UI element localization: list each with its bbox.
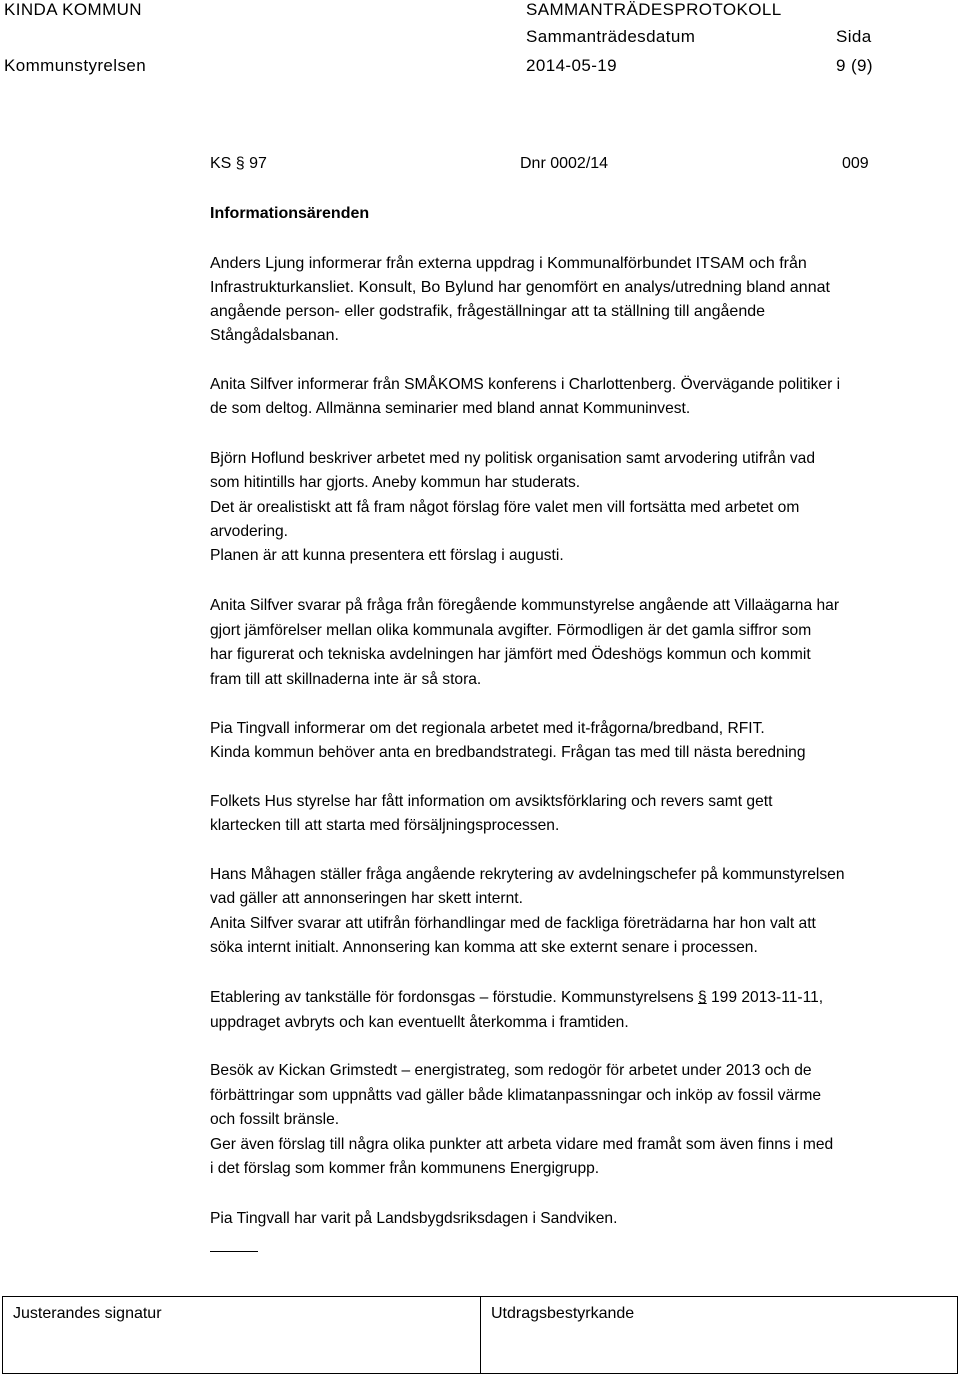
paragraph-line: Anita Silfver svarar på fråga från föregående kommunstyrelse angående att Villaägarna har xyxy=(210,597,840,614)
section-ref: § xyxy=(697,989,707,1006)
meeting-date: 2014-05-19 xyxy=(526,56,617,75)
paragraph-line: förbättringar som uppnåtts vad gäller både klimatanpassningar och inköp av fossil värme xyxy=(210,1087,822,1104)
paragraph-line: Pia Tingvall informerar om det regionala arbetet med it-frågorna/bredband, RFIT. xyxy=(210,720,765,737)
paragraph-line: Kinda kommun behöver anta en bredbandstrategi. Frågan tas med till nästa beredning xyxy=(210,744,806,761)
case-dnr: Dnr 0002/14 xyxy=(520,155,609,172)
case-code: 009 xyxy=(842,155,869,172)
paragraph-line: Ger även förslag till några olika punkter att arbeta vidare med framåt som även finns i med xyxy=(210,1136,834,1153)
paragraph-line: Planen är att kunna presentera ett förslag i augusti. xyxy=(210,547,564,564)
paragraph-line: som hitintills har gjorts. Aneby kommun har studerats. xyxy=(210,474,581,491)
paragraph-line: Anita Silfver svarar att utifrån förhandlingar med de fackliga företrädarna har hon valt att xyxy=(210,915,816,932)
paragraph-line: klartecken till att starta med försäljningsprocessen. xyxy=(210,817,560,834)
paragraph-line: Pia Tingvall har varit på Landsbygdsriksdagen i Sandviken. xyxy=(210,1210,618,1227)
page-label: Sida xyxy=(836,27,872,46)
paragraph-line: Anita Silfver informerar från SMÅKOMS konferens i Charlottenberg. Övervägande politiker i xyxy=(210,376,841,393)
paragraph-line: Infrastrukturkansliet. Konsult, Bo Bylund har genomfört en analys/utredning bland annat xyxy=(210,279,830,296)
line-text: Etablering av tankställe för fordonsgas – förstudie. Kommunstyrelsens xyxy=(210,989,698,1006)
paragraph-line xyxy=(210,988,823,1008)
line-text: 199 2013-11-11, xyxy=(706,989,824,1006)
org-name: KINDA KOMMUN xyxy=(4,0,142,19)
paragraph-line: Stångådalsbanan. xyxy=(210,327,339,344)
paragraph-line: har figurerat och tekniska avdelningen har jämfört med Ödeshögs kommun och kommit xyxy=(210,646,811,663)
page-number: 9 (9) xyxy=(836,56,873,75)
paragraph-line: arvodering. xyxy=(210,523,289,540)
paragraph-line: Björn Hoflund beskriver arbetet med ny politisk organisation samt arvodering utifrån vad xyxy=(210,450,815,467)
paragraph-line: gjort jämförelser mellan olika kommunala avgifter. Förmodligen är det gamla siffror som xyxy=(210,622,812,639)
paragraph-line: de som deltog. Allmänna seminarier med bland annat Kommuninvest. xyxy=(210,400,691,417)
committee-name: Kommunstyrelsen xyxy=(4,56,147,75)
paragraph-line: vad gäller att annonseringen har skett internt. xyxy=(210,890,523,907)
paragraph-line: i det förslag som kommer från kommunens Energigrupp. xyxy=(210,1160,600,1177)
paragraph-line: uppdraget avbryts och kan eventuellt återkomma i framtiden. xyxy=(210,1014,629,1031)
end-rule xyxy=(210,1251,258,1252)
document-type: SAMMANTRÄDESPROTOKOLL xyxy=(526,0,782,19)
paragraph-line: och fossilt bränsle. xyxy=(210,1111,340,1128)
paragraph-line: Besök av Kickan Grimstedt – energistrateg, som redogör för arbetet under 2013 och de xyxy=(210,1062,812,1079)
paragraph-line: Hans Måhagen ställer fråga angående rekrytering av avdelningschefer på kommunstyrelsen xyxy=(210,866,845,883)
paragraph-line: fram till att skillnaderna inte är så stora. xyxy=(210,671,482,688)
paragraph-line: Det är orealistiskt att få fram något förslag före valet men vill fortsätta med arbetet om xyxy=(210,499,800,516)
case-title: Informationsärenden xyxy=(210,205,370,222)
utdragsbestyrkande-label: Utdragsbestyrkande xyxy=(491,1305,635,1322)
paragraph-line: söka internt initialt. Annonsering kan komma att ske externt senare i processen. xyxy=(210,939,758,956)
case-number: KS § 97 xyxy=(210,155,267,172)
meeting-date-label: Sammanträdesdatum xyxy=(526,27,696,46)
paragraph-line: angående person- eller godstrafik, frågeställningar att ta ställning till angående xyxy=(210,303,766,320)
signature-divider xyxy=(480,1297,481,1373)
signature-box xyxy=(2,1296,958,1374)
paragraph-line: Anders Ljung informerar från externa uppdrag i Kommunalförbundet ITSAM och från xyxy=(210,255,807,272)
paragraph-line: Folkets Hus styrelse har fått information om avsiktsförklaring och revers samt gett xyxy=(210,793,773,810)
justerandes-signatur-label: Justerandes signatur xyxy=(13,1305,162,1322)
